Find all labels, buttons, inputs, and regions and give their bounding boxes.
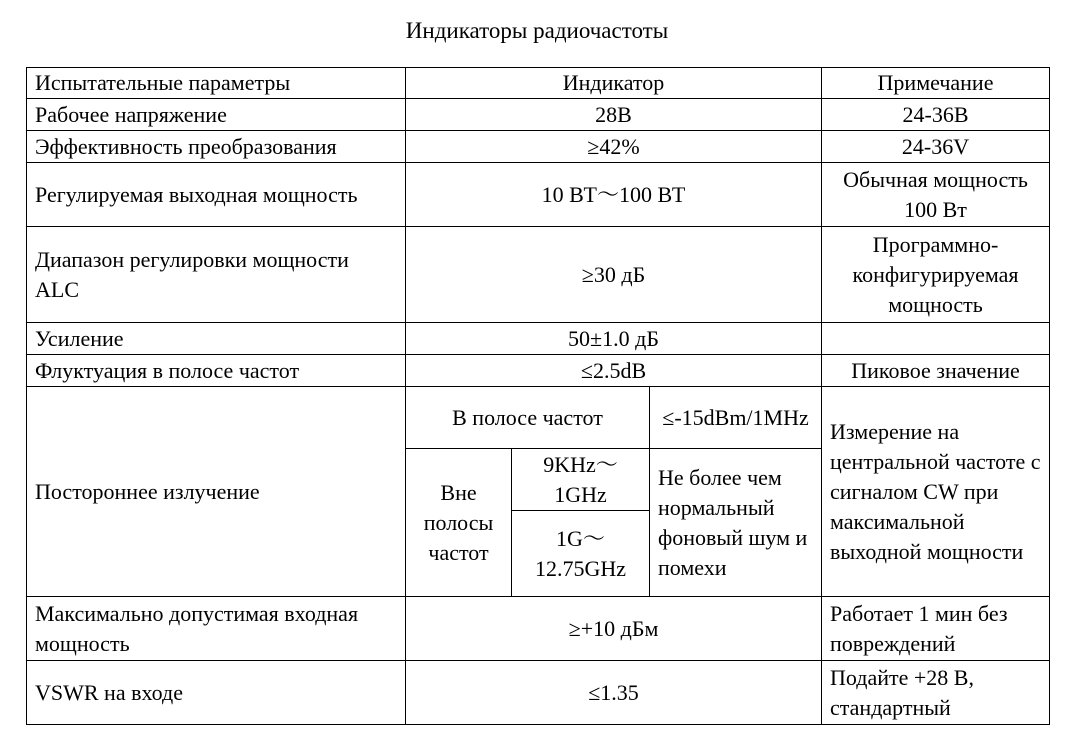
outband-value-cell: Не более чем нормальный фоновый шум и помехи (650, 449, 822, 597)
indicator-cell: 28В (406, 99, 822, 131)
table-row (27, 661, 1050, 725)
param-cell: Регулируемая выходная мощность (27, 163, 406, 227)
param-cell: Постороннее излучение (27, 387, 406, 597)
note-cell (822, 323, 1050, 355)
note-cell: Программно-конфигурируемая мощность (822, 227, 1050, 323)
indicator-cell: 10 ВТ～100 ВТ (406, 163, 822, 227)
note-cell: Измерение на центральной частоте с сигналом CW при максимальной выходной мощности (822, 387, 1050, 597)
header-row (27, 68, 1050, 99)
note-cell: Подайте +28 В, стандартный (822, 661, 1050, 725)
range-cell: 9KHz～1GHz (512, 449, 650, 511)
table-row (27, 227, 1050, 323)
rf-spec-table (26, 67, 1050, 725)
table-row (27, 323, 1050, 355)
note-cell: Пиковое значение (822, 355, 1050, 387)
indicator-cell: ≥30 дБ (406, 227, 822, 323)
inband-value-cell: ≤-15dBm/1MHz (650, 387, 822, 449)
param-cell: Усиление (27, 323, 406, 355)
table-row (27, 99, 1050, 131)
indicator-cell: ≥42% (406, 131, 822, 163)
param-cell: Эффективность преобразования (27, 131, 406, 163)
header-note: Примечание (822, 68, 1050, 99)
header-param: Испытательные параметры (27, 68, 406, 99)
param-cell: Диапазон регулировки мощности ALC (27, 227, 406, 323)
param-cell: Флуктуация в полосе частот (27, 355, 406, 387)
table-row (27, 355, 1050, 387)
table-row (27, 163, 1050, 227)
table-row (27, 131, 1050, 163)
note-cell: 24-36V (822, 131, 1050, 163)
indicator-cell: 50±1.0 дБ (406, 323, 822, 355)
indicator-cell: ≥+10 дБм (406, 597, 822, 661)
param-cell: VSWR на входе (27, 661, 406, 725)
note-cell: Работает 1 мин без повреждений (822, 597, 1050, 661)
indicator-cell: ≤1.35 (406, 661, 822, 725)
param-cell: Максимально допустимая входная мощность (27, 597, 406, 661)
range-cell: 1G～12.75GHz (512, 511, 650, 597)
table-row (27, 597, 1050, 661)
outband-label-cell: Вне полосы частот (406, 449, 512, 597)
note-cell: Обычная мощность 100 Вт (822, 163, 1050, 227)
table-title: Индикаторы радиочастоты (405, 18, 669, 43)
inband-label-cell: В полосе частот (406, 387, 650, 449)
indicator-cell: ≤2.5dB (406, 355, 822, 387)
note-cell: 24-36В (822, 99, 1050, 131)
param-cell: Рабочее напряжение (27, 99, 406, 131)
header-indicator: Индикатор (406, 68, 822, 99)
table-row (27, 387, 1050, 449)
